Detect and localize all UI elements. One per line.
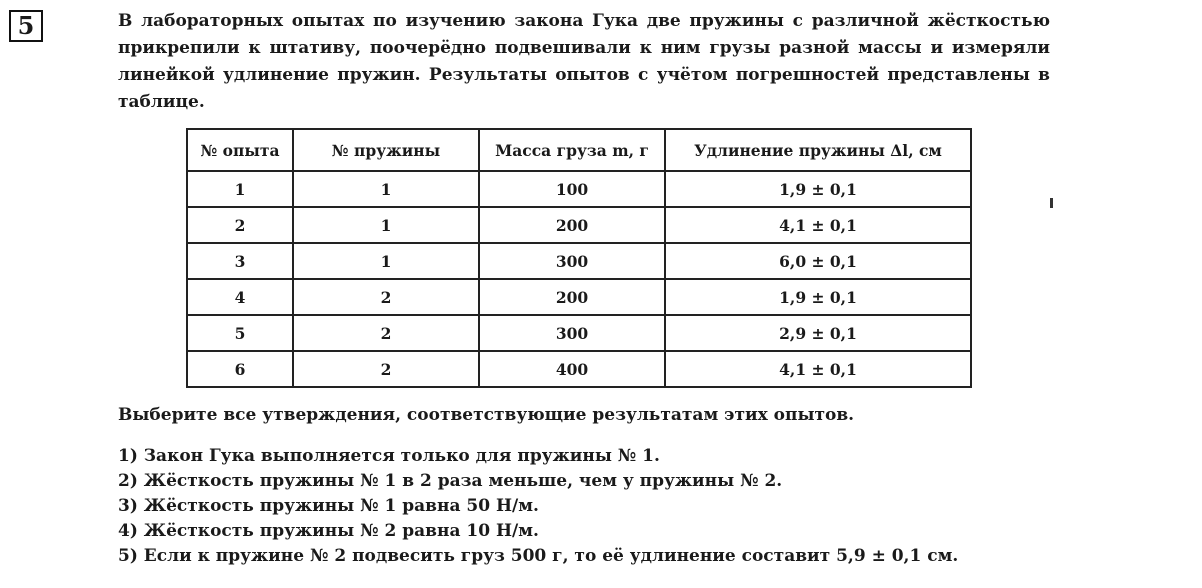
- table-row: [187, 243, 971, 279]
- column-header: Удлинение пружины Δl, см: [665, 129, 971, 171]
- table-row: [187, 315, 971, 351]
- table-cell: 1: [293, 207, 479, 243]
- table-cell: 1,9 ± 0,1: [665, 279, 971, 315]
- task-intro: В лабораторных опытах по изучению закона Гука две пружины с различной жёсткостью прикрепили к штативу, поочерёдно подвешивали к ним грузы разной массы и измеряли линейкой удлинение пружин. Результаты опытов с учётом погрешностей представлены в таблице.: [118, 11, 1050, 112]
- scan-mark: [1050, 198, 1053, 208]
- table-cell: 400: [479, 351, 665, 387]
- table-cell: 1: [293, 171, 479, 207]
- table-cell: 2: [293, 315, 479, 351]
- results-table: [186, 128, 972, 388]
- table-cell: 1: [293, 243, 479, 279]
- column-header: Масса груза m, г: [479, 129, 665, 171]
- answer-option: 2) Жёсткость пружины № 1 в 2 раза меньше, чем у пружины № 2.: [118, 471, 783, 491]
- table-cell: 2: [293, 279, 479, 315]
- table-cell: 200: [479, 207, 665, 243]
- answer-option: 5) Если к пружине № 2 подвесить груз 500 г, то её удлинение составит 5,9 ± 0,1 см.: [118, 546, 959, 566]
- table-row: [187, 207, 971, 243]
- answer-option: 3) Жёсткость пружины № 1 равна 50 Н/м.: [118, 496, 539, 516]
- table-cell: 1: [187, 171, 293, 207]
- answer-option: 1) Закон Гука выполняется только для пружины № 1.: [118, 446, 660, 466]
- answer-options: [118, 444, 958, 569]
- task-number: 5: [9, 10, 43, 42]
- table-cell: 300: [479, 243, 665, 279]
- table-cell: 6: [187, 351, 293, 387]
- table-cell: 5: [187, 315, 293, 351]
- table-cell: 2,9 ± 0,1: [665, 315, 971, 351]
- table-cell: 4,1 ± 0,1: [665, 207, 971, 243]
- table-cell: 300: [479, 315, 665, 351]
- table-row: [187, 279, 971, 315]
- question-text: Выберите все утверждения, соответствующие результатам этих опытов.: [118, 405, 855, 425]
- table-row: [187, 351, 971, 387]
- table-cell: 3: [187, 243, 293, 279]
- table-cell: 100: [479, 171, 665, 207]
- table-cell: 200: [479, 279, 665, 315]
- table-cell: 1,9 ± 0,1: [665, 171, 971, 207]
- column-header: № пружины: [293, 129, 479, 171]
- table-header-row: [187, 129, 971, 171]
- column-header: № опыта: [187, 129, 293, 171]
- table-cell: 2: [187, 207, 293, 243]
- table-cell: 4,1 ± 0,1: [665, 351, 971, 387]
- table-cell: 4: [187, 279, 293, 315]
- table-cell: 2: [293, 351, 479, 387]
- table-row: [187, 171, 971, 207]
- answer-option: 4) Жёсткость пружины № 2 равна 10 Н/м.: [118, 521, 539, 541]
- table-cell: 6,0 ± 0,1: [665, 243, 971, 279]
